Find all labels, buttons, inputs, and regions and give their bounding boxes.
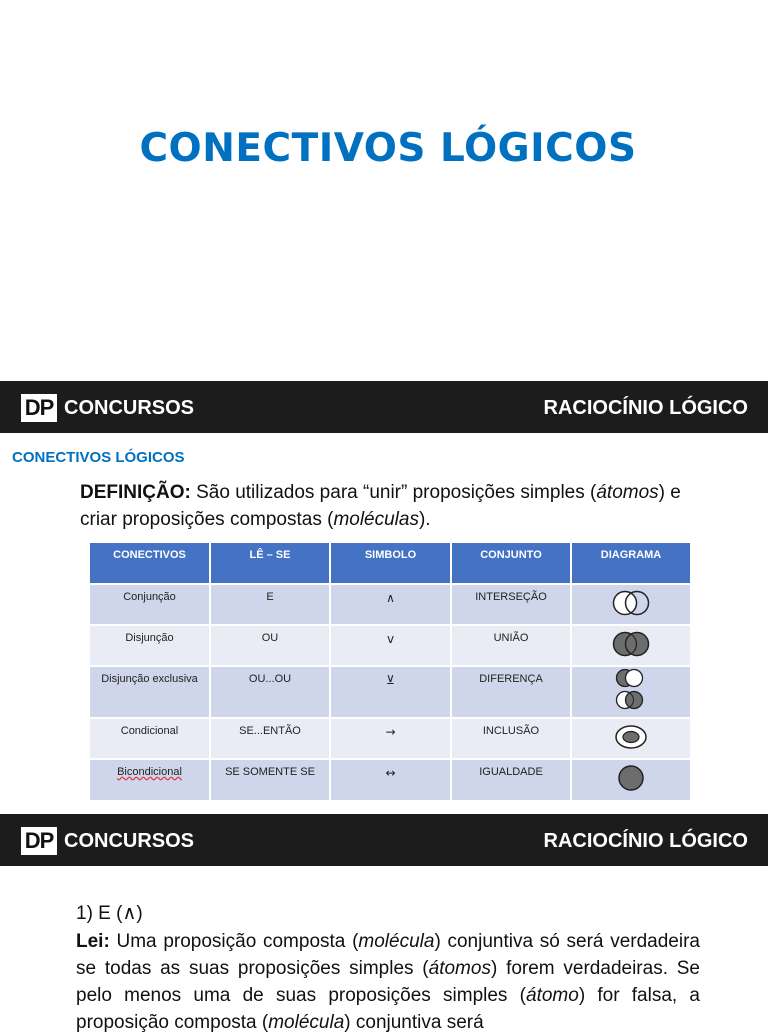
header-banner [0, 381, 768, 433]
dp-logo: DP [21, 827, 57, 855]
table-cell: v [330, 625, 451, 666]
table-header-row [90, 543, 691, 584]
table-cell: IGUALDADE [451, 759, 571, 800]
diagram-cell [571, 625, 691, 666]
inclusion-diagram-icon [606, 721, 656, 753]
brand-name: CONCURSOS [64, 830, 195, 852]
column-header: LÊ – SE [210, 543, 330, 584]
table-cell: ∧ [330, 584, 451, 625]
intersection-diagram-icon [606, 587, 656, 619]
table-row [90, 584, 691, 625]
table-cell: INTERSEÇÃO [451, 584, 571, 625]
table-row [90, 718, 691, 759]
table-cell: OU...OU [210, 666, 330, 718]
header-banner [0, 814, 768, 866]
table-cell: SE SOMENTE SE [210, 759, 330, 800]
list-item-heading: 1) E (∧) [76, 903, 143, 924]
diagram-cell [571, 584, 691, 625]
dp-logo: DP [21, 394, 57, 422]
table-cell: DIFERENÇA [451, 666, 571, 718]
diagram-cell [571, 718, 691, 759]
column-header: SIMBOLO [330, 543, 451, 584]
table-cell: E [210, 584, 330, 625]
table-cell: OU [210, 625, 330, 666]
table-cell: UNIÃO [451, 625, 571, 666]
table-cell: Disjunção [90, 625, 210, 666]
table-row [90, 666, 691, 718]
subject-title: RACIOCÍNIO LÓGICO [543, 397, 748, 419]
law-section [76, 900, 700, 1036]
connectives-table [90, 543, 692, 800]
table-cell: INCLUSÃO [451, 718, 571, 759]
brand-name: CONCURSOS [64, 397, 195, 419]
section-label: CONECTIVOS LÓGICOS [12, 449, 185, 466]
diagram-cell [571, 759, 691, 800]
difference-diagram-icon [609, 667, 653, 713]
table-cell: ↔ [330, 759, 451, 800]
table-cell: Condicional [90, 718, 210, 759]
table-row [90, 625, 691, 666]
table-cell: → [330, 718, 451, 759]
definition-term: DEFINIÇÃO: [80, 482, 191, 503]
law-paragraph: Lei: Uma proposição composta (molécula) conjuntiva só será verdadeira se todas as suas proposições simples (átomos) forem verdadeiras. Se pelo menos uma de suas proposições simples (átomo) for falsa, a proposição composta (molécula) conjuntiva será [76, 931, 700, 1033]
table-row [90, 759, 691, 800]
definition-paragraph: DEFINIÇÃO: São utilizados para “unir” proposições simples (átomos) e criar proposições compostas (moléculas). [80, 482, 681, 530]
table-cell: Disjunção exclusiva [90, 666, 210, 718]
table-cell: ⊻ [330, 666, 451, 718]
table-cell: SE...ENTÃO [210, 718, 330, 759]
slide-title: CONECTIVOS LÓGICOS [139, 126, 637, 171]
subject-title: RACIOCÍNIO LÓGICO [543, 830, 748, 852]
column-header: DIAGRAMA [571, 543, 691, 584]
diagram-cell [571, 666, 691, 718]
equality-diagram-icon [606, 762, 656, 794]
table-cell: Bicondicional [90, 759, 210, 800]
union-diagram-icon [606, 628, 656, 660]
table-cell: Conjunção [90, 584, 210, 625]
column-header: CONJUNTO [451, 543, 571, 584]
column-header: CONECTIVOS [90, 543, 210, 584]
